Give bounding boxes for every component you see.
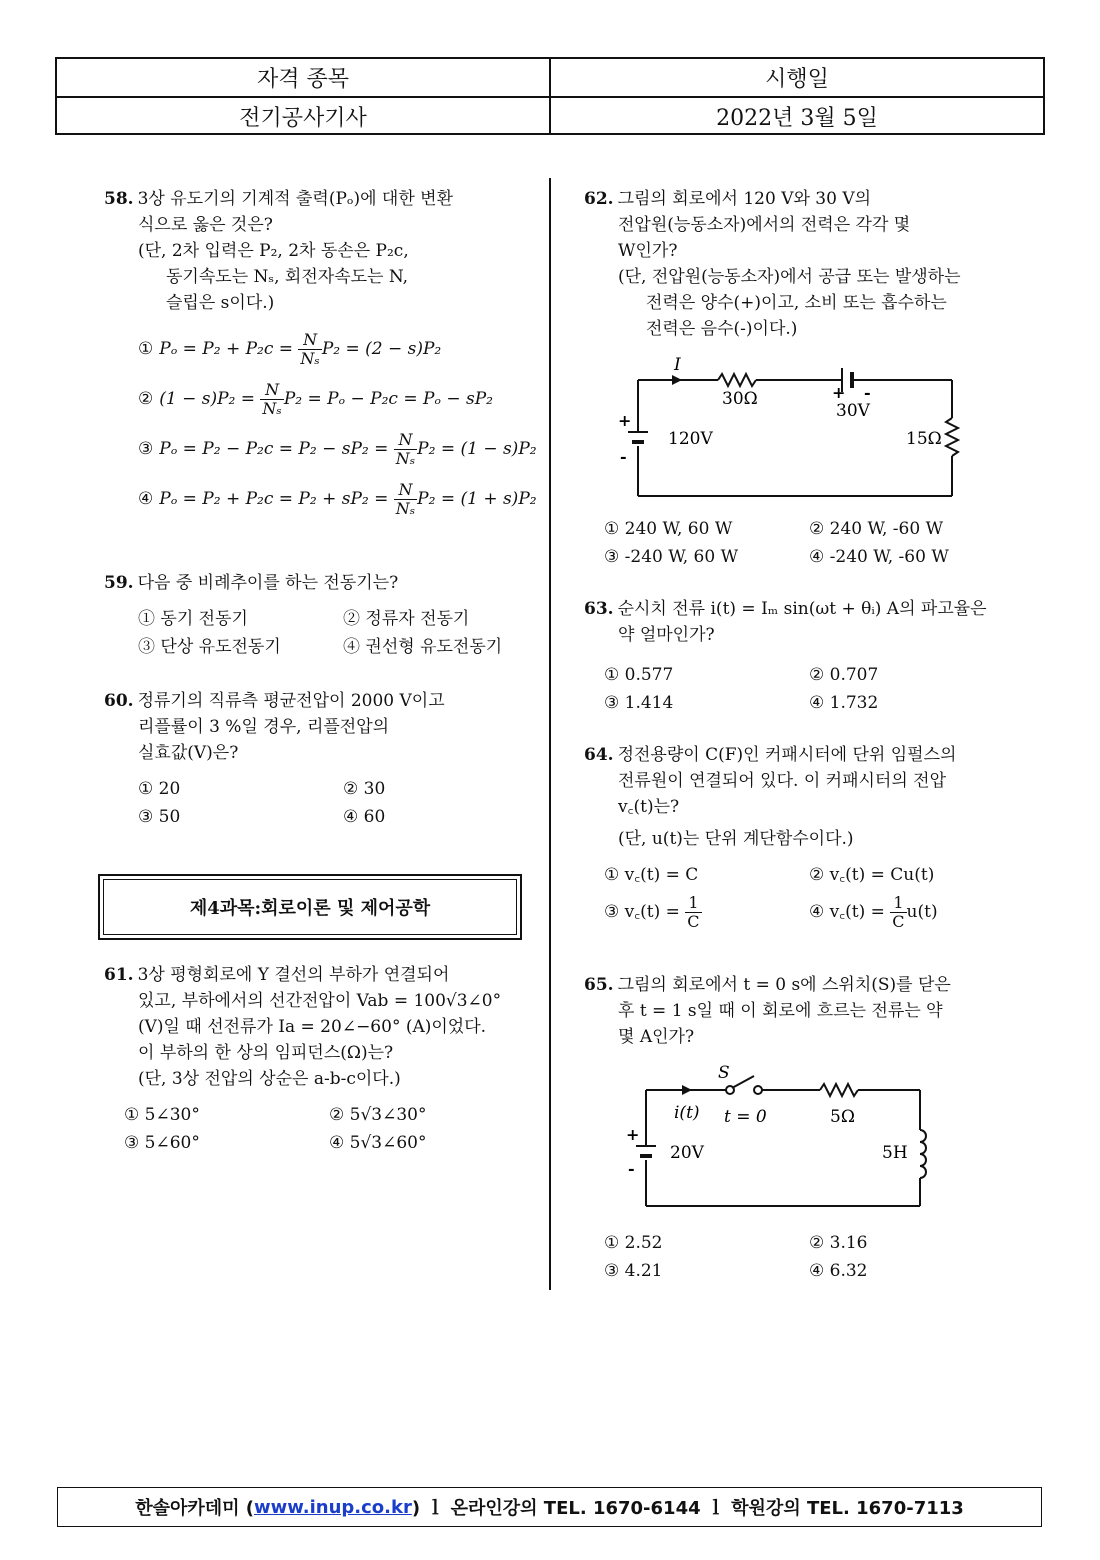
question-text: 몇 A인가? [618, 1027, 695, 1047]
option-3[interactable]: ③ 5∠60° [124, 1133, 200, 1153]
option-2[interactable]: ② 5√3∠30° [329, 1105, 427, 1125]
option-1[interactable] [104, 324, 544, 374]
label-voltage: 20V [670, 1143, 704, 1163]
fraction-bottom: C [892, 912, 905, 931]
option-3[interactable]: ③ 50 [138, 807, 181, 827]
question-text: 3상 평형회로에 Y 결선의 부하가 연결되어 [137, 965, 450, 985]
current-arrow [672, 375, 682, 385]
label-minus: - [628, 1159, 635, 1178]
option-3[interactable]: ③ 4.21 [604, 1261, 663, 1281]
option-marker: ④ [138, 489, 154, 509]
option-3[interactable] [604, 894, 809, 931]
question-number: 58. [104, 189, 134, 209]
fraction-top: N [394, 481, 417, 500]
header-qualification-label: 자격 종목 [256, 67, 349, 92]
question-number: 60. [104, 691, 134, 711]
header-date-value: 2022년 3월 5일 [549, 98, 1043, 135]
label-plus: + [832, 383, 846, 402]
question-number: 59. [104, 573, 134, 593]
current-arrow [682, 1085, 692, 1095]
option-text: P₂ = (1 − s)P₂ [417, 439, 537, 459]
question-text: 실효값(V)은? [138, 743, 239, 763]
question-text: 전압원(능동소자)에서의 전력은 각각 몇 [618, 215, 911, 235]
label-switch: S [718, 1063, 730, 1083]
footer [57, 1487, 1042, 1527]
option-text: Pₒ = P₂ + P₂c = [159, 339, 299, 359]
question-59 [104, 570, 544, 660]
option-text: ④ v꜀(t) = [809, 902, 891, 922]
circuit-diagram-q62 [610, 350, 970, 510]
question-text: 약 얼마인가? [618, 625, 715, 645]
question-condition: 슬립은 s이다.) [166, 293, 275, 313]
question-text: 순시치 전류 i(t) = Iₘ sin(ωt + θᵢ) A의 파고율은 [617, 599, 987, 619]
question-text: 이 부하의 한 상의 임피던스(Ω)는? [138, 1043, 394, 1063]
fraction-top: N [394, 431, 417, 450]
fraction-bottom: Nₛ [395, 449, 416, 468]
option-text: u(t) [906, 902, 938, 922]
label-resistor: 5Ω [830, 1107, 855, 1127]
footer-url-link[interactable]: www.inup.co.kr [254, 1496, 412, 1518]
fraction-bottom: Nₛ [395, 499, 416, 518]
option-text: (1 − s)P₂ = [159, 389, 261, 409]
fraction-top: N [260, 381, 283, 400]
option-2[interactable]: ② v꜀(t) = Cu(t) [809, 865, 935, 885]
question-text: (V)일 때 선전류가 Ia = 20∠−60° (A)이었다. [138, 1017, 487, 1037]
question-60 [104, 688, 544, 830]
option-4[interactable]: ④ 60 [343, 807, 386, 827]
label-plus-120: + [618, 411, 632, 430]
question-number: 61. [104, 965, 134, 985]
question-65-options [604, 1230, 1044, 1284]
label-v2: 30V [836, 401, 870, 421]
option-3[interactable] [104, 424, 544, 474]
question-condition: (단, 2차 입력은 P₂, 2차 동손은 P₂c, [138, 241, 409, 261]
label-t0: t = 0 [724, 1107, 767, 1127]
question-text: 후 t = 1 s일 때 이 회로에 흐르는 전류는 약 [618, 1001, 943, 1021]
question-condition: (단, 3상 전압의 상순은 a-b-c이다.) [138, 1069, 401, 1089]
section-title-text: 제4과목:회로이론 및 제어공학 [189, 898, 431, 919]
question-63 [584, 596, 1024, 716]
option-marker: ② [138, 389, 154, 409]
fraction [298, 331, 321, 368]
fraction [394, 431, 417, 468]
option-2[interactable]: ② 240 W, -60 W [809, 519, 944, 539]
label-plus: + [626, 1125, 640, 1144]
option-text: P₂ = (1 + s)P₂ [417, 489, 537, 509]
option-4[interactable]: ④ -240 W, -60 W [809, 547, 949, 567]
option-1[interactable]: ① 2.52 [604, 1233, 663, 1253]
option-4[interactable]: ④ 5√3∠60° [329, 1133, 427, 1153]
question-condition: (단, u(t)는 단위 계단함수이다.) [618, 829, 854, 849]
option-1[interactable]: ① 20 [138, 779, 181, 799]
question-text: 그림의 회로에서 t = 0 s에 스위치(S)를 닫은 [617, 975, 951, 995]
header-date-label: 시행일 [549, 59, 1043, 96]
question-text: v꜀(t)는? [618, 797, 680, 817]
label-r1: 30Ω [722, 389, 758, 409]
question-text: 그림의 회로에서 120 V와 30 V의 [617, 189, 872, 209]
option-4[interactable]: ④ 권선형 유도전동기 [343, 637, 503, 657]
label-current: I [674, 355, 681, 375]
option-4[interactable]: ④ 6.32 [809, 1261, 868, 1281]
question-condition: 전력은 음수(-)이다.) [646, 319, 798, 339]
question-condition: 동기속도는 Nₛ, 회전자속도는 N, [166, 267, 409, 287]
fraction-top: 1 [890, 894, 906, 913]
option-2[interactable] [104, 374, 544, 424]
option-text: ③ v꜀(t) = [604, 902, 686, 922]
label-inductor: 5H [882, 1143, 908, 1163]
header-qualification-value: 전기공사기사 [239, 106, 367, 131]
option-marker: ① [138, 339, 154, 359]
question-text: 리플률이 3 %일 경우, 리플전압의 [138, 717, 390, 737]
option-2[interactable]: ② 30 [343, 779, 386, 799]
option-4[interactable]: ④ 1.732 [809, 693, 879, 713]
option-1[interactable]: ① v꜀(t) = C [604, 865, 699, 885]
label-v1: 120V [668, 429, 713, 449]
option-3[interactable]: ③ 1.414 [604, 693, 674, 713]
fraction-bottom: C [687, 912, 700, 931]
label-current: i(t) [674, 1103, 700, 1123]
option-text: P₂ = Pₒ − P₂c = Pₒ − sP₂ [283, 389, 494, 409]
footer-brand: 한솔아카데미 ( [135, 1498, 255, 1519]
option-text: Pₒ = P₂ + P₂c = P₂ + sP₂ = [159, 489, 394, 509]
fraction [260, 381, 283, 418]
option-4[interactable] [809, 894, 1014, 931]
question-number: 64. [584, 745, 614, 765]
footer-contact: ) ｌ 온라인강의 TEL. 1670-6144 ｌ 학원강의 TEL. 1670-7113 [411, 1498, 964, 1519]
option-marker: ③ [138, 439, 154, 459]
question-condition: 전력은 양수(+)이고, 소비 또는 흡수하는 [646, 293, 947, 313]
question-number: 62. [584, 189, 614, 209]
question-61 [104, 962, 544, 1156]
question-text: 다음 중 비례추이를 하는 전동기는? [137, 573, 399, 593]
fraction-bottom: Nₛ [300, 349, 320, 368]
question-text: W인가? [618, 241, 678, 261]
label-r2: 15Ω [906, 429, 942, 449]
question-text: 전류원이 연결되어 있다. 이 커패시터의 전압 [618, 771, 947, 791]
question-text: 있고, 부하에서의 선간전압이 Vab = 100√3∠0° [138, 991, 502, 1011]
option-text: P₂ = (2 − s)P₂ [321, 339, 442, 359]
option-3[interactable]: ③ 단상 유도전동기 [138, 637, 281, 657]
option-1[interactable]: ① 0.577 [604, 665, 674, 685]
question-number: 65. [584, 975, 614, 995]
question-65 [584, 972, 1024, 1050]
option-1[interactable]: ① 동기 전동기 [138, 609, 248, 629]
question-64 [584, 742, 1024, 931]
option-2[interactable]: ② 0.707 [809, 665, 879, 685]
option-3[interactable]: ③ -240 W, 60 W [604, 547, 739, 567]
question-number: 63. [584, 599, 614, 619]
section-title [98, 874, 522, 940]
label-minus: - [864, 383, 871, 402]
option-1[interactable]: ① 5∠30° [124, 1105, 200, 1125]
column-divider [549, 178, 551, 1290]
fraction-top: 1 [685, 894, 701, 913]
question-58 [104, 186, 544, 524]
fraction-top: N [298, 331, 321, 350]
option-2[interactable]: ② 정류자 전동기 [343, 609, 470, 629]
fraction [394, 481, 417, 518]
option-2[interactable]: ② 3.16 [809, 1233, 868, 1253]
question-text: 3상 유도기의 기계적 출력(Pₒ)에 대한 변환 [137, 189, 453, 209]
fraction [685, 894, 701, 931]
question-condition: (단, 전압원(능동소자)에서 공급 또는 발생하는 [618, 267, 961, 287]
question-text: 정전용량이 C(F)인 커패시터에 단위 임펄스의 [617, 745, 957, 765]
fraction-bottom: Nₛ [262, 399, 282, 418]
header-table [55, 57, 1045, 135]
option-text: Pₒ = P₂ − P₂c = P₂ − sP₂ = [159, 439, 394, 459]
option-1[interactable]: ① 240 W, 60 W [604, 519, 733, 539]
option-4[interactable] [104, 474, 544, 524]
question-62-options [604, 516, 1044, 570]
question-62 [584, 186, 1024, 342]
fraction [890, 894, 906, 931]
circuit-diagram-q65 [620, 1060, 940, 1220]
question-text: 정류기의 직류측 평균전압이 2000 V이고 [137, 691, 445, 711]
question-text: 식으로 옳은 것은? [138, 215, 273, 235]
label-minus-120: - [620, 447, 627, 466]
